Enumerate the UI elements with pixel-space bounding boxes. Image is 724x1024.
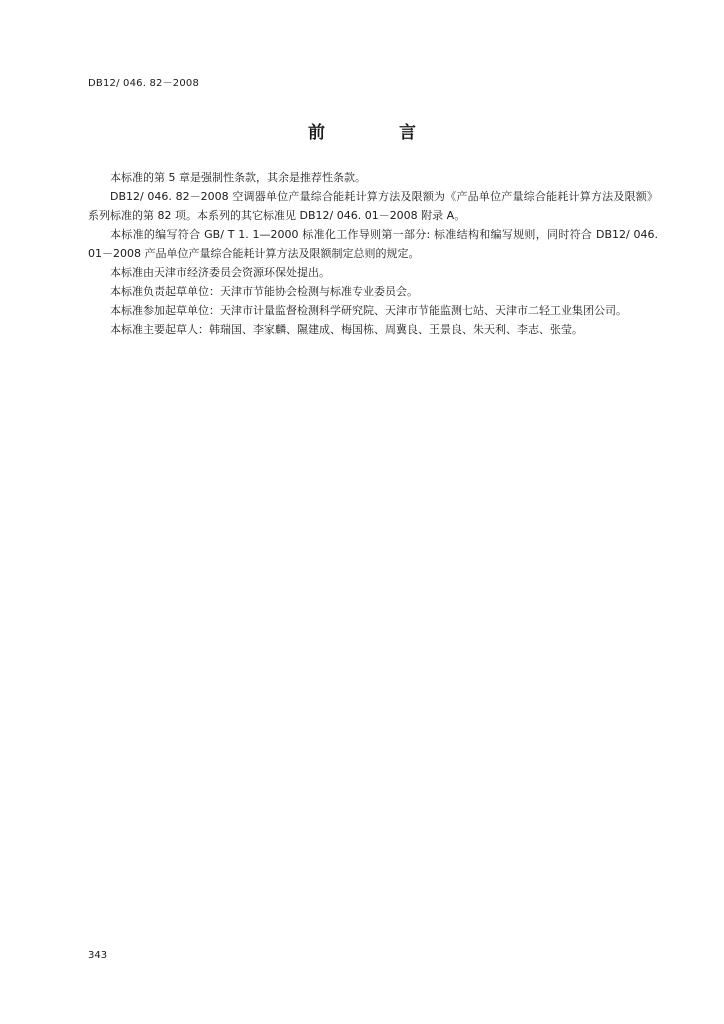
paragraph-participating-drafters: 本标准参加起草单位：天津市计量监督检测科学研究院、天津市节能监测七站、天津市二轻工业集团公司。 (110, 304, 627, 317)
standard-code: DB12/ 046. 82－2008 (88, 78, 200, 89)
paragraph-mandatory-clauses: 本标准的第 5 章是强制性条款，其余是推荐性条款。 (110, 171, 366, 184)
paragraph-responsible-drafter: 本标准负责起草单位：天津市节能协会检测与标准专业委员会。 (110, 285, 418, 298)
paragraph-series-info: DB12/ 046. 82－2008 空调器单位产量综合能耗计算方法及限额为《产品单位产量综合能耗计算方法及限额》系列标准的第 82 项。本系列的其它标准见 DB12/ 046. 01－2008 附录 A。 (88, 190, 658, 222)
paragraph-drafting-rules: 本标准的编写符合 GB/ T 1. 1—2000 标准化工作导则第一部分: 标准结构和编写规则，同时符合 DB12/ 046. 01－2008 产品单位产量综合能耗计算方法及限额制定总则的规定。 (88, 228, 658, 260)
paragraph-proposer: 本标准由天津市经济委员会资源环保处提出。 (110, 266, 330, 279)
page-number: 343 (88, 950, 108, 961)
page-title: 前 言 (308, 123, 450, 143)
paragraph-main-drafters: 本标准主要起草人：韩瑞国、李家麟、隰建成、梅国栋、周冀良、王景良、朱天利、李志、张莹。 (110, 323, 583, 336)
foreword-body (88, 168, 658, 339)
